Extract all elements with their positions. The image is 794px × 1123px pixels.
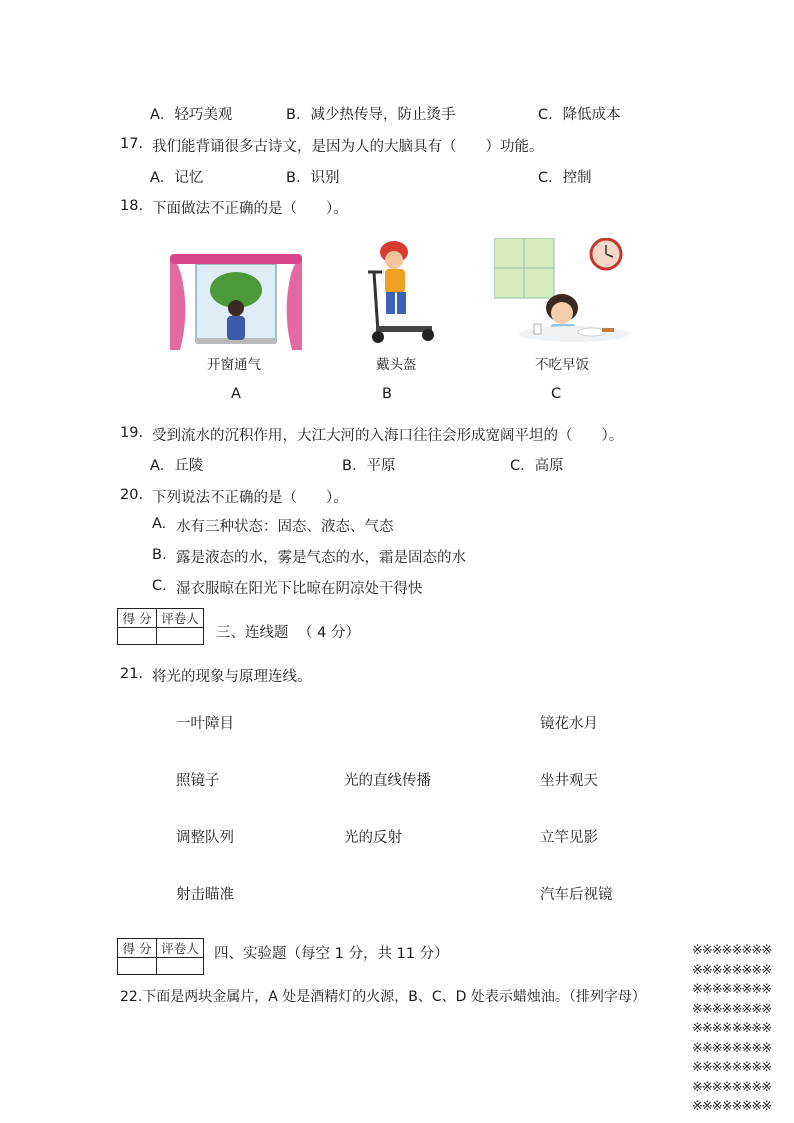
q20-option-a-text: 水有三种状态：固态、液态、气态: [176, 519, 394, 535]
q16-option-a: A．轻巧美观: [150, 107, 233, 123]
score-label: 得 分: [118, 609, 157, 628]
margin-mark-row: ※※※※※※※※: [692, 1001, 772, 1017]
score-table-section4: [117, 938, 204, 975]
q21-left-item[interactable]: 射击瞄准: [176, 887, 234, 903]
q21-number: 21.: [120, 666, 144, 682]
q21-right-item[interactable]: 坐井观天: [540, 773, 598, 789]
score-cell[interactable]: [118, 628, 157, 645]
q20-option-c-text: 湿衣服晾在阳光下比晾在阴凉处干得快: [176, 581, 423, 597]
q18-caption-c: 不吃早饭: [535, 357, 589, 373]
margin-mark-row: ※※※※※※※※: [692, 962, 772, 978]
score-cell[interactable]: [118, 958, 157, 975]
q20-number: 20.: [120, 487, 144, 503]
score-table-section3: [117, 608, 204, 645]
margin-mark-row: ※※※※※※※※: [692, 1099, 772, 1114]
section4-title: 四、实验题（每空 1 分，共 11 分）: [214, 946, 449, 962]
q18-letter-c: C: [551, 386, 562, 402]
margin-mark-row: ※※※※※※※※: [692, 1021, 772, 1036]
section3-title: 三、连线题: [216, 625, 289, 641]
q19-option-c: C．高原: [510, 458, 564, 474]
q20-option-b-text: 露是液态的水，雾是气态的水，霜是固态的水: [176, 550, 466, 566]
q17-text: 我们能背诵很多古诗文，是因为人的大脑具有（ ）功能。: [152, 139, 544, 155]
q19-option-b: B．平原: [342, 458, 396, 474]
q19-option-a: A．丘陵: [150, 458, 204, 474]
q22-text: 22.下面是两块金属片，A 处是酒精灯的火源，B、C、D 处表示蜡烛油。（排列字母）: [120, 989, 646, 1005]
margin-mark-row: ※※※※※※※※: [692, 1040, 772, 1056]
grader-cell[interactable]: [157, 628, 204, 645]
q18-text: 下面做法不正确的是（ ）。: [152, 201, 348, 217]
q20-text: 下列说法不正确的是（ ）。: [152, 490, 348, 506]
q21-left-item[interactable]: 调整队列: [176, 830, 234, 846]
q18-caption-b: 戴头盔: [376, 357, 417, 373]
section3-points: （ 4 分）: [298, 625, 360, 641]
q18-number: 18.: [120, 198, 144, 214]
q20-option-a-label: A.: [152, 516, 167, 532]
q19-text: 受到流水的沉积作用，大江大河的入海口往往会形成宽阔平坦的（ ）。: [152, 428, 624, 444]
grader-label: 评卷人: [157, 609, 204, 628]
grader-label: 评卷人: [157, 939, 204, 958]
q21-middle-item[interactable]: 光的反射: [344, 830, 402, 846]
q21-left-item[interactable]: 照镜子: [176, 773, 220, 789]
q21-text: 将光的现象与原理连线。: [152, 669, 312, 685]
q21-left-item[interactable]: 一叶障目: [176, 716, 234, 732]
q17-option-a: A．记忆: [150, 170, 204, 186]
q16-option-c: C．降低成本: [538, 107, 621, 123]
margin-mark-row: ※※※※※※※※: [692, 1079, 772, 1095]
helmet-scooter-illustration: [360, 240, 440, 345]
margin-mark-row: ※※※※※※※※: [692, 982, 772, 997]
margin-mark-column: [692, 941, 771, 1117]
q18-caption-a: 开窗通气: [207, 357, 261, 373]
q18-letter-b: B: [382, 386, 392, 402]
q21-middle-item[interactable]: 光的直线传播: [344, 773, 431, 789]
q21-right-item[interactable]: 汽车后视镜: [540, 887, 613, 903]
q21-right-item[interactable]: 立竿见影: [540, 830, 598, 846]
margin-mark-row: ※※※※※※※※: [692, 943, 772, 958]
q20-option-c-label: C.: [152, 578, 167, 594]
grader-cell[interactable]: [157, 958, 204, 975]
q17-number: 17.: [120, 136, 144, 152]
q20-option-b-label: B.: [152, 547, 167, 563]
margin-mark-row: ※※※※※※※※: [692, 1060, 772, 1075]
q17-option-b: B．识别: [286, 170, 340, 186]
score-label: 得 分: [118, 939, 157, 958]
q21-right-item[interactable]: 镜花水月: [540, 716, 598, 732]
q18-letter-a: A: [231, 386, 241, 402]
q17-option-c: C．控制: [538, 170, 592, 186]
q19-number: 19.: [120, 425, 144, 441]
q16-option-b: B．减少热传导，防止烫手: [286, 107, 456, 123]
